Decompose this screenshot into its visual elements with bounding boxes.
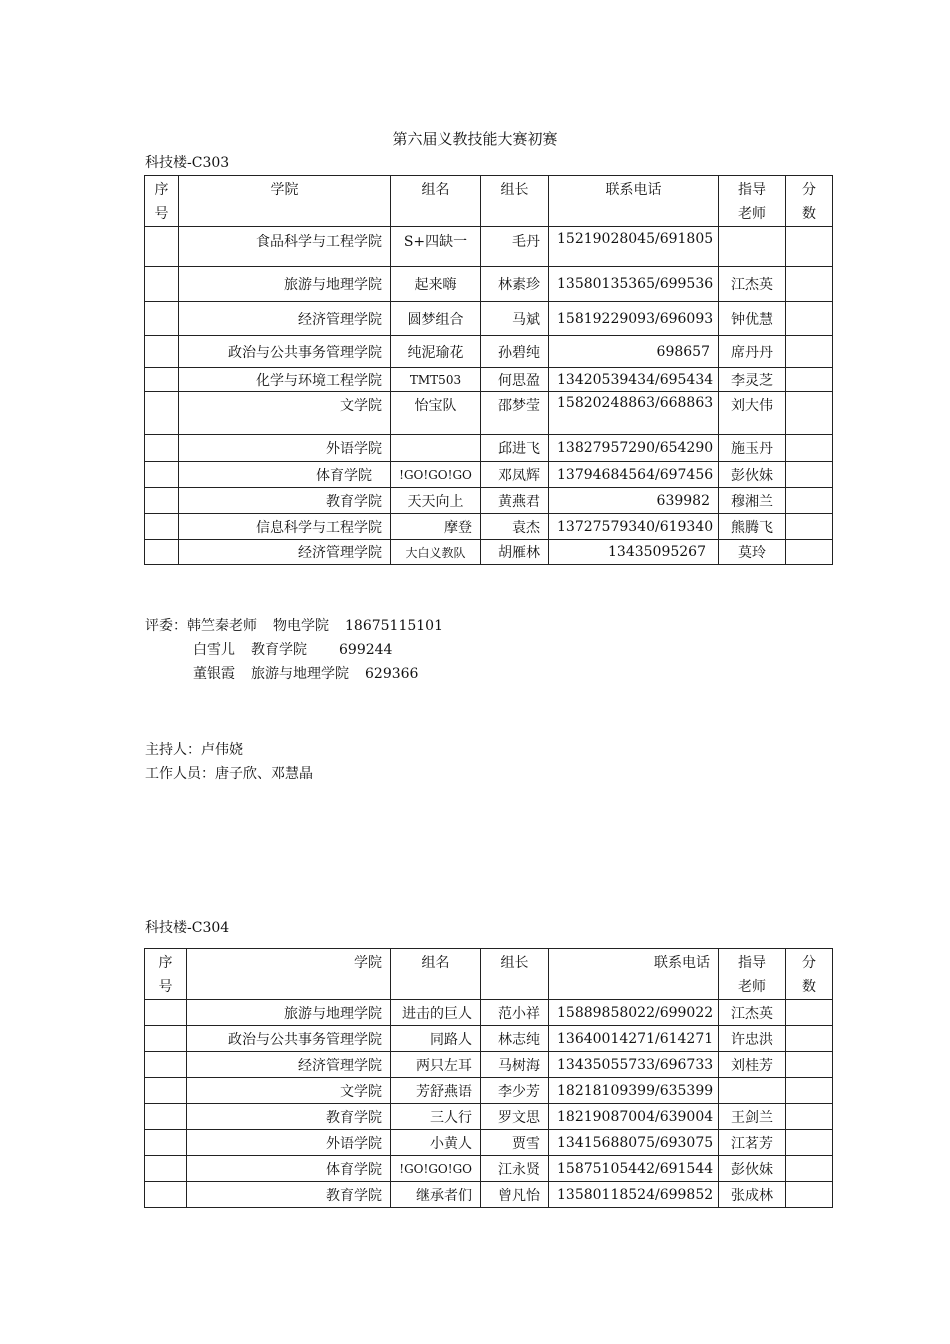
header-teacher: 指导 老师: [719, 949, 786, 1000]
cell-seq: [145, 1052, 187, 1078]
table-row: [145, 1078, 833, 1104]
cell-college: 教育学院: [187, 1182, 391, 1208]
cell-phone: 13415688075/693075: [549, 1130, 719, 1156]
cell-seq: [145, 1156, 187, 1182]
header-seq: 序 号: [145, 176, 179, 227]
cell-seq: [145, 227, 179, 267]
judge-name: 韩竺秦老师: [187, 618, 257, 634]
judges-block: [145, 614, 443, 686]
cell-leader: 罗文思: [481, 1104, 549, 1130]
cell-teacher: 刘桂芳: [719, 1052, 786, 1078]
cell-teacher: 江杰英: [719, 267, 786, 302]
cell-phone: 13435055733/696733: [549, 1052, 719, 1078]
cell-teacher: 江茗芳: [719, 1130, 786, 1156]
cell-group: 摩登: [391, 514, 481, 540]
cell-group: 起来嗨: [391, 267, 481, 302]
judge-college: 物电学院: [273, 618, 329, 634]
table-row: [145, 1026, 833, 1052]
cell-score: [786, 540, 833, 565]
header-seq: 序 号: [145, 949, 187, 1000]
cell-leader: 胡雁林: [481, 540, 549, 565]
cell-seq: [145, 302, 179, 336]
header-college: 学院: [179, 176, 391, 227]
table-row: [145, 1052, 833, 1078]
cell-score: [786, 1052, 833, 1078]
cell-teacher: 莫玲: [719, 540, 786, 565]
cell-score: [786, 1026, 833, 1052]
table-row: [145, 1130, 833, 1156]
cell-score: [786, 435, 833, 462]
room-location-c303: 科技楼-C303: [145, 155, 230, 171]
header-group: 组名: [391, 176, 481, 227]
cell-leader: 林素珍: [481, 267, 549, 302]
cell-leader: 邱进飞: [481, 435, 549, 462]
cell-phone: 18218109399/635399: [549, 1078, 719, 1104]
header-group: 组名: [391, 949, 481, 1000]
header-score: 分 数: [786, 949, 833, 1000]
cell-seq: [145, 392, 179, 435]
room-location-c304: 科技楼-C304: [145, 920, 230, 936]
cell-college: 经济管理学院: [187, 1052, 391, 1078]
cell-seq: [145, 336, 179, 368]
cell-score: [786, 514, 833, 540]
cell-phone: 13827957290/654290: [549, 435, 719, 462]
cell-phone: 18219087004/639004: [549, 1104, 719, 1130]
table-row: [145, 368, 833, 392]
cell-college: 体育学院: [187, 1156, 391, 1182]
cell-group: 纯泥瑜花: [391, 336, 481, 368]
cell-college: 经济管理学院: [179, 302, 391, 336]
cell-leader: 邓凤辉: [481, 462, 549, 488]
cell-leader: 马树海: [481, 1052, 549, 1078]
cell-score: [786, 1130, 833, 1156]
table-row: [145, 227, 833, 267]
cell-group: 怡宝队: [391, 392, 481, 435]
cell-college: 政治与公共事务管理学院: [179, 336, 391, 368]
cell-leader: 曾凡怡: [481, 1182, 549, 1208]
cell-leader: 孙碧纯: [481, 336, 549, 368]
cell-leader: 范小祥: [481, 1000, 549, 1026]
cell-score: [786, 368, 833, 392]
cell-phone: 13580135365/699536: [549, 267, 719, 302]
cell-phone: 13727579340/619340: [549, 514, 719, 540]
judge-line: [145, 614, 443, 638]
cell-score: [786, 302, 833, 336]
cell-teacher: 彭伙妹: [719, 1156, 786, 1182]
cell-college: 教育学院: [179, 488, 391, 514]
host-line: 主持人：卢伟娆: [145, 742, 243, 758]
cell-teacher: 江杰英: [719, 1000, 786, 1026]
cell-phone: 15820248863/668863: [549, 392, 719, 435]
cell-college: 政治与公共事务管理学院: [187, 1026, 391, 1052]
judge-phone: 629366: [365, 666, 419, 682]
cell-score: [786, 1078, 833, 1104]
cell-phone: 13435095267: [549, 540, 719, 565]
staff-line: 工作人员：唐子欣、邓慧晶: [145, 766, 313, 782]
cell-college: 教育学院: [187, 1104, 391, 1130]
cell-phone: 13580118524/699852: [549, 1182, 719, 1208]
cell-college: 旅游与地理学院: [179, 267, 391, 302]
cell-seq: [145, 267, 179, 302]
room-c304-table: [144, 948, 833, 1208]
cell-leader: 林志纯: [481, 1026, 549, 1052]
cell-teacher: 熊腾飞: [719, 514, 786, 540]
cell-college: 经济管理学院: [179, 540, 391, 565]
cell-leader: 何思盈: [481, 368, 549, 392]
cell-group: 三人行: [391, 1104, 481, 1130]
cell-teacher: 张成林: [719, 1182, 786, 1208]
cell-college: 旅游与地理学院: [187, 1000, 391, 1026]
cell-group: 圆梦组合: [391, 302, 481, 336]
cell-group: !GO!GO!GO: [391, 462, 481, 488]
cell-score: [786, 488, 833, 514]
page-title: 第六届义教技能大赛初赛: [392, 130, 558, 148]
table-row: [145, 488, 833, 514]
cell-leader: 毛丹: [481, 227, 549, 267]
judge-name: 董银霞: [193, 666, 235, 682]
cell-score: [786, 392, 833, 435]
cell-group: 两只左耳: [391, 1052, 481, 1078]
cell-seq: [145, 435, 179, 462]
table-header-row: [145, 949, 833, 1000]
cell-leader: 贾雪: [481, 1130, 549, 1156]
header-teacher: 指导 老师: [719, 176, 786, 227]
cell-college: 食品科学与工程学院: [179, 227, 391, 267]
judge-line: [145, 638, 443, 662]
cell-teacher: 施玉丹: [719, 435, 786, 462]
cell-leader: 江永贤: [481, 1156, 549, 1182]
judge-line: [145, 662, 443, 686]
table-row: [145, 514, 833, 540]
cell-leader: 马斌: [481, 302, 549, 336]
cell-group: TMT503: [391, 368, 481, 392]
cell-phone: 15219028045/691805: [549, 227, 719, 267]
cell-college: 外语学院: [187, 1130, 391, 1156]
cell-seq: [145, 1078, 187, 1104]
cell-group: 小黄人: [391, 1130, 481, 1156]
judge-phone: 699244: [339, 642, 393, 658]
cell-seq: [145, 514, 179, 540]
judge-college: 教育学院: [251, 642, 307, 658]
cell-phone: 13640014271/614271: [549, 1026, 719, 1052]
table-row: [145, 1156, 833, 1182]
cell-score: [786, 1156, 833, 1182]
cell-teacher: 钟优慧: [719, 302, 786, 336]
cell-score: [786, 1104, 833, 1130]
room-c303-table: [144, 175, 833, 565]
cell-score: [786, 267, 833, 302]
table-row: [145, 302, 833, 336]
judge-college: 旅游与地理学院: [251, 666, 349, 682]
cell-group: [391, 435, 481, 462]
cell-college: 信息科学与工程学院: [179, 514, 391, 540]
cell-teacher: [719, 1078, 786, 1104]
cell-seq: [145, 368, 179, 392]
table-row: [145, 1104, 833, 1130]
cell-score: [786, 462, 833, 488]
cell-phone: 15819229093/696093: [549, 302, 719, 336]
cell-seq: [145, 488, 179, 514]
cell-seq: [145, 1000, 187, 1026]
header-college: 学院: [187, 949, 391, 1000]
cell-college: 文学院: [179, 392, 391, 435]
table-row: [145, 540, 833, 565]
table-row: [145, 462, 833, 488]
cell-teacher: 刘大伟: [719, 392, 786, 435]
cell-score: [786, 336, 833, 368]
cell-teacher: 许忠洪: [719, 1026, 786, 1052]
cell-leader: 李少芳: [481, 1078, 549, 1104]
header-phone: 联系电话: [549, 949, 719, 1000]
cell-college: 体育学院: [179, 462, 391, 488]
cell-group: 天天向上: [391, 488, 481, 514]
cell-seq: [145, 1104, 187, 1130]
judge-name: 白雪儿: [193, 642, 235, 658]
cell-teacher: [719, 227, 786, 267]
table-row: [145, 336, 833, 368]
cell-score: [786, 1000, 833, 1026]
judge-phone: 18675115101: [345, 618, 443, 634]
judges-label: 评委：: [145, 618, 187, 634]
cell-group: S+四缺一: [391, 227, 481, 267]
cell-score: [786, 227, 833, 267]
table-row: [145, 1000, 833, 1026]
cell-group: 同路人: [391, 1026, 481, 1052]
cell-college: 外语学院: [179, 435, 391, 462]
cell-phone: 15889858022/699022: [549, 1000, 719, 1026]
table-row: [145, 1182, 833, 1208]
cell-phone: 15875105442/691544: [549, 1156, 719, 1182]
cell-teacher: 席丹丹: [719, 336, 786, 368]
cell-teacher: 穆湘兰: [719, 488, 786, 514]
cell-seq: [145, 462, 179, 488]
cell-phone: 639982: [549, 488, 719, 514]
cell-leader: 邵梦莹: [481, 392, 549, 435]
cell-leader: 黄燕君: [481, 488, 549, 514]
cell-score: [786, 1182, 833, 1208]
cell-teacher: 彭伙妹: [719, 462, 786, 488]
table-header-row: [145, 176, 833, 227]
header-score: 分 数: [786, 176, 833, 227]
cell-seq: [145, 1130, 187, 1156]
header-leader: 组长: [481, 176, 549, 227]
cell-college: 化学与环境工程学院: [179, 368, 391, 392]
cell-leader: 袁杰: [481, 514, 549, 540]
cell-group: 大白义教队: [391, 540, 481, 565]
table-row: [145, 435, 833, 462]
cell-teacher: 王剑兰: [719, 1104, 786, 1130]
header-phone: 联系电话: [549, 176, 719, 227]
cell-phone: 13794684564/697456: [549, 462, 719, 488]
cell-teacher: 李灵芝: [719, 368, 786, 392]
table-row: [145, 267, 833, 302]
table-row: [145, 392, 833, 435]
cell-seq: [145, 1182, 187, 1208]
header-leader: 组长: [481, 949, 549, 1000]
cell-seq: [145, 540, 179, 565]
cell-college: 文学院: [187, 1078, 391, 1104]
cell-group: 进击的巨人: [391, 1000, 481, 1026]
cell-group: 芳舒燕语: [391, 1078, 481, 1104]
cell-phone: 13420539434/695434: [549, 368, 719, 392]
cell-group: !GO!GO!GO: [391, 1156, 481, 1182]
cell-group: 继承者们: [391, 1182, 481, 1208]
cell-phone: 698657: [549, 336, 719, 368]
cell-seq: [145, 1026, 187, 1052]
